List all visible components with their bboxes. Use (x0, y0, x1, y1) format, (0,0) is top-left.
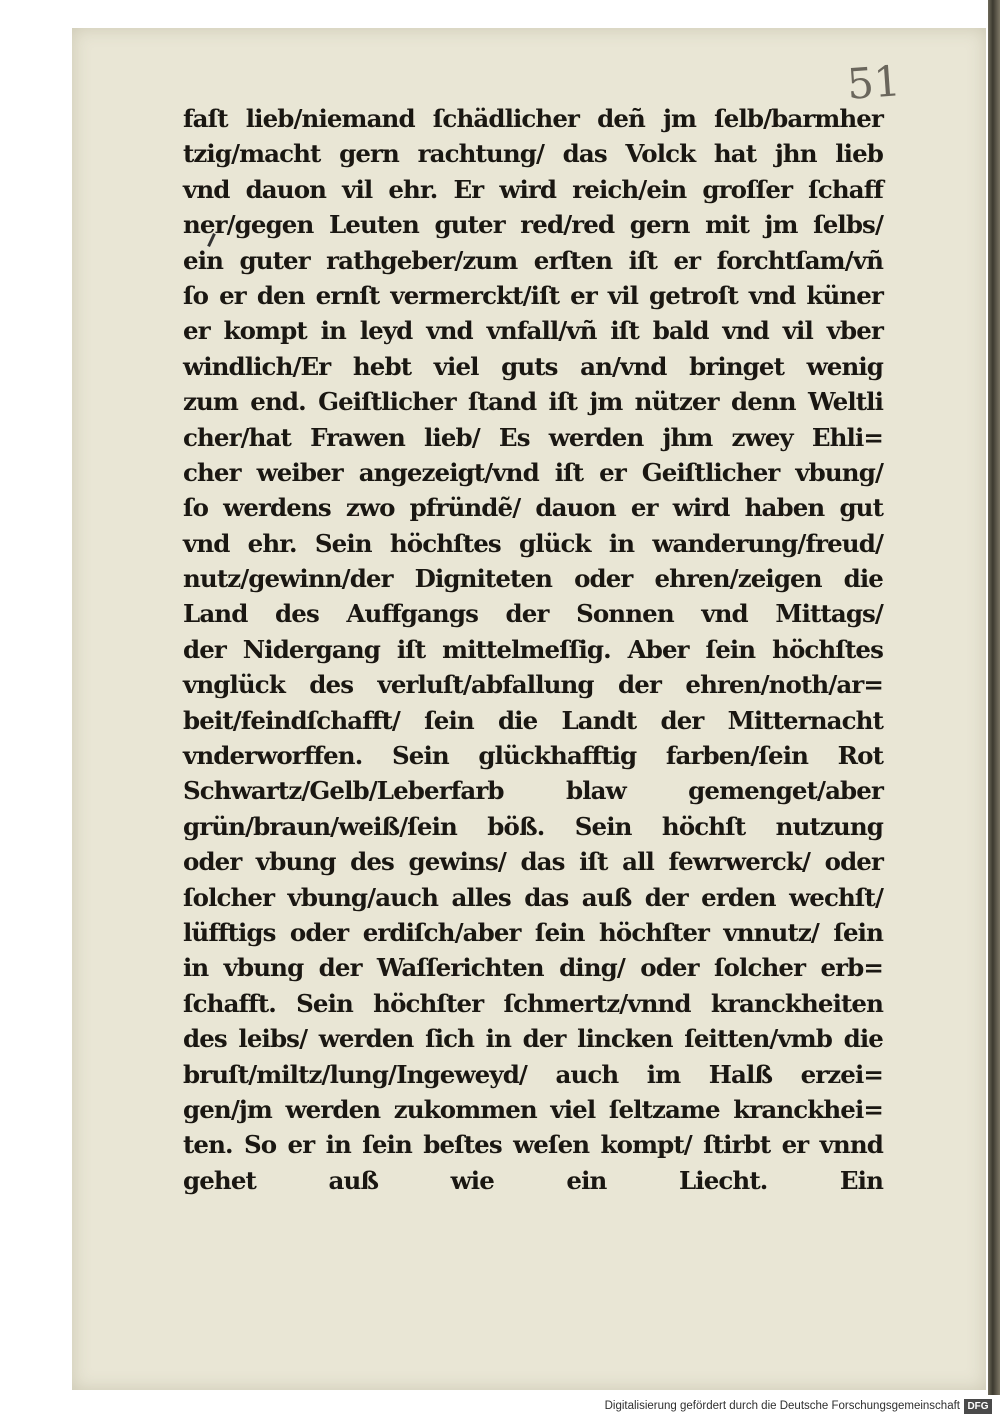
text-line: oder vbung des gewins/ das iſt all fewrwerck/ oder (183, 847, 883, 877)
text-line: ner/gegen Leuten guter red/red gern mit jm ſelbs/ (183, 210, 883, 240)
text-line: bruſt/miltz/lung/Ingeweyd/ auch im Halß erzei= (183, 1059, 883, 1089)
text-line: vnd dauon vil ehr. Er wird reich/ein groſſer ſchaff (183, 174, 883, 204)
text-line: gehet auß wie ein Liecht. Ein (183, 1165, 883, 1195)
text-line: ten. So er in ſein beſtes weſen kompt/ ſtirbt er vnnd (183, 1130, 883, 1160)
text-line: cher/hat Frawen lieb/ Es werden jhm zwey Ehli= (183, 422, 883, 452)
book-edge (988, 0, 1000, 1395)
text-line: er kompt in leyd vnd vnfall/vñ iſt bald vnd vil vber (183, 316, 883, 346)
text-line: ein guter rathgeber/zum erſten iſt er forchtſam/vñ (183, 245, 883, 275)
text-line: zum end. Geiſtlicher ſtand iſt jm nützer denn Weltli (183, 387, 883, 417)
text-line: beit/feindſchafft/ ſein die Landt der Mitternacht (183, 705, 883, 735)
text-line: ſo werdens zwo pfründẽ/ dauon er wird haben gut (183, 493, 883, 523)
text-line: tzig/macht gern rachtung/ das Volck hat jhn lieb (183, 139, 883, 169)
text-line: ſo er den ernſt vermerckt/iſt er vil getroſt vnd küner (183, 280, 883, 310)
text-line: cher weiber angezeigt/vnd iſt er Geiſtlicher vbung/ (183, 457, 883, 487)
footer-credit: Digitalisierung gefördert durch die Deutsche Forschungsgemeinschaft (604, 1400, 960, 1412)
text-line: vnglück des verluſt/abfallung der ehren/noth/ar= (183, 670, 883, 700)
dfg-logo: DFG (964, 1399, 992, 1414)
footer-bar (0, 1395, 1000, 1419)
text-line: faſt lieb/niemand ſchädlicher deñ jm ſelb/barmher (183, 104, 883, 133)
text-line: lüfftigs oder erdiſch/aber ſein höchſter vnnutz/ ſein (183, 917, 883, 947)
text-line: Schwartz/Gelb/Leberfarb blaw gemenget/aber (183, 776, 883, 806)
text-line: der Nidergang iſt mittelmeſſig. Aber ſein höchſtes (183, 634, 883, 664)
text-line: in vbung der Waſſerichten ding/ oder ſolcher erb= (183, 953, 883, 983)
text-line: ſchafft. Sein höchſter ſchmertz/vnnd kranckheiten (183, 988, 883, 1018)
text-line: nutz/gewinn/der Digniteten oder ehren/zeigen die (183, 564, 883, 594)
text-line: vnd ehr. Sein höchſtes glück in wanderung/freud/ (183, 528, 883, 558)
text-line: vnderworffen. Sein glückhafftig farben/ſein Rot (183, 741, 883, 771)
text-line: gen/jm werden zukommen viel ſeltzame kranckhei= (183, 1094, 883, 1124)
text-line: des leibs/ werden ſich in der lincken ſeitten/vmb die (183, 1024, 883, 1054)
text-line: grün/braun/weiß/ſein böß. Sein höchſt nutzung (183, 811, 883, 841)
text-block (183, 101, 883, 1198)
text-line: ſolcher vbung/auch alles das auß der erden wechſt/ (183, 882, 883, 912)
text-line: windlich/Er hebt viel guts an/vnd bringet wenig (183, 351, 883, 381)
text-line: Land des Auffgangs der Sonnen vnd Mittags/ (183, 599, 883, 629)
page-number: 51 (845, 56, 903, 109)
